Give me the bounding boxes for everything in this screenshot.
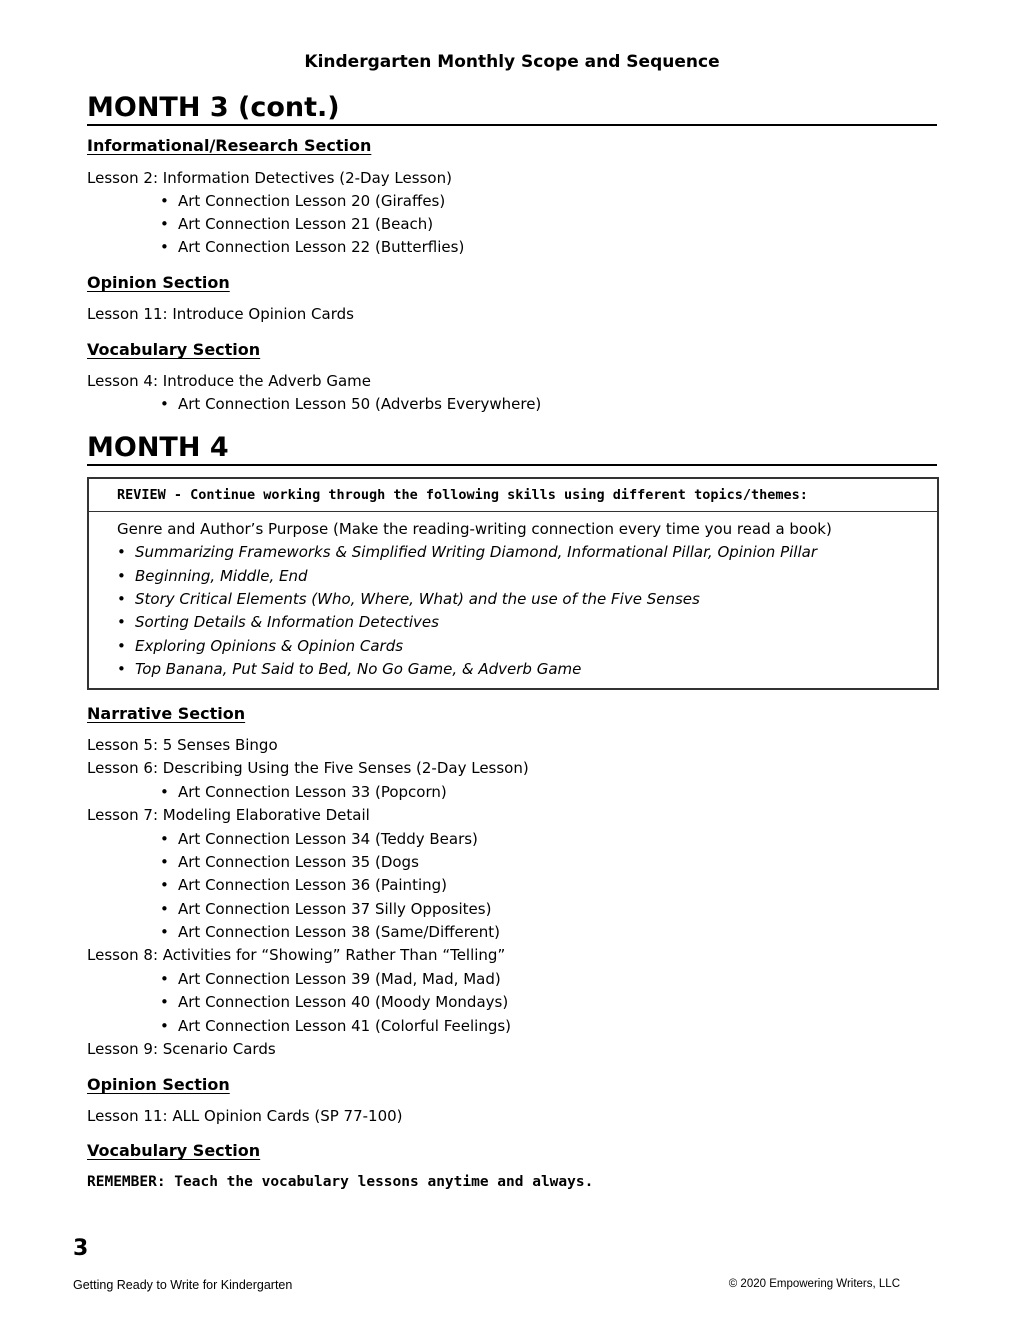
lesson-line: Lesson 8: Activities for “Showing” Rather Than “Telling” xyxy=(87,946,506,964)
lesson-line: Lesson 9: Scenario Cards xyxy=(87,1040,276,1058)
bullet-icon: • xyxy=(117,543,126,561)
review-item: • Story Critical Elements (Who, Where, What) and the use of the Five Senses xyxy=(117,590,700,608)
list-item: • Art Connection Lesson 22 (Butterflies) xyxy=(160,238,465,256)
vocabulary-section-heading: Vocabulary Section xyxy=(87,340,261,359)
list-item: • Art Connection Lesson 34 (Teddy Bears) xyxy=(160,830,478,848)
vocabulary-section-heading: Vocabulary Section xyxy=(87,1141,261,1160)
document-title: Kindergarten Monthly Scope and Sequence xyxy=(304,52,720,72)
review-item: • Beginning, Middle, End xyxy=(117,567,308,585)
bullet-icon: • xyxy=(160,830,169,848)
lesson-line: Lesson 2: Information Detectives (2-Day Lesson) xyxy=(87,169,452,187)
bullet-icon: • xyxy=(160,238,169,256)
bullet-icon: • xyxy=(160,192,169,210)
bullet-icon: • xyxy=(117,637,126,655)
bullet-icon: • xyxy=(160,395,169,413)
lesson-line: Lesson 6: Describing Using the Five Senses (2-Day Lesson) xyxy=(87,759,529,777)
lesson-line: Lesson 11: Introduce Opinion Cards xyxy=(87,305,354,323)
list-item: • Art Connection Lesson 35 (Dogs xyxy=(160,853,419,871)
bullet-icon: • xyxy=(160,970,169,988)
opinion-section-heading: Opinion Section xyxy=(87,1075,230,1094)
opinion-section-heading: Opinion Section xyxy=(87,273,230,292)
bullet-icon: • xyxy=(160,215,169,233)
lesson-line: Lesson 4: Introduce the Adverb Game xyxy=(87,372,371,390)
review-item: • Exploring Opinions & Opinion Cards xyxy=(117,637,404,655)
bullet-icon: • xyxy=(160,993,169,1011)
list-item: • Art Connection Lesson 20 (Giraffes) xyxy=(160,192,446,210)
bullet-icon: • xyxy=(117,613,126,631)
month-4-heading: MONTH 4 xyxy=(87,432,937,466)
list-item: • Art Connection Lesson 50 (Adverbs Everywhere) xyxy=(160,395,542,413)
review-item: • Summarizing Frameworks & Simplified Writing Diamond, Informational Pillar, Opinion Pillar xyxy=(117,543,817,561)
remember-note: REMEMBER: Teach the vocabulary lessons anytime and always. xyxy=(87,1174,594,1190)
list-item: • Art Connection Lesson 21 (Beach) xyxy=(160,215,434,233)
review-item: • Top Banana, Put Said to Bed, No Go Game, & Adverb Game xyxy=(117,660,582,678)
informational-section-heading: Informational/Research Section xyxy=(87,136,372,155)
bullet-icon: • xyxy=(160,923,169,941)
review-intro: Genre and Author’s Purpose (Make the reading-writing connection every time you read a book) xyxy=(117,520,832,538)
bullet-icon: • xyxy=(160,1017,169,1035)
footer-copyright: © 2020 Empowering Writers, LLC xyxy=(728,1278,900,1290)
review-header xyxy=(89,479,937,512)
list-item: • Art Connection Lesson 38 (Same/Different) xyxy=(160,923,501,941)
lesson-line: Lesson 7: Modeling Elaborative Detail xyxy=(87,806,370,824)
review-box xyxy=(87,477,939,690)
lesson-line: Lesson 11: ALL Opinion Cards (SP 77-100) xyxy=(87,1107,403,1125)
bullet-icon: • xyxy=(117,567,126,585)
footer-book-title: Getting Ready to Write for Kindergarten xyxy=(73,1278,293,1292)
bullet-icon: • xyxy=(160,876,169,894)
bullet-icon: • xyxy=(160,900,169,918)
bullet-icon: • xyxy=(117,590,126,608)
review-item: • Sorting Details & Information Detectives xyxy=(117,613,439,631)
narrative-section-heading: Narrative Section xyxy=(87,704,246,723)
lesson-line: Lesson 5: 5 Senses Bingo xyxy=(87,736,278,754)
list-item: • Art Connection Lesson 37 Silly Opposites) xyxy=(160,900,492,918)
bullet-icon: • xyxy=(117,660,126,678)
page-number: 3 xyxy=(73,1236,89,1261)
list-item: • Art Connection Lesson 39 (Mad, Mad, Mad) xyxy=(160,970,501,988)
month-3-heading: MONTH 3 (cont.) xyxy=(87,92,937,126)
list-item: • Art Connection Lesson 33 (Popcorn) xyxy=(160,783,447,801)
list-item: • Art Connection Lesson 41 (Colorful Feelings) xyxy=(160,1017,512,1035)
bullet-icon: • xyxy=(160,783,169,801)
list-item: • Art Connection Lesson 40 (Moody Mondays) xyxy=(160,993,509,1011)
review-heading: REVIEW - Continue working through the following skills using different topics/themes: xyxy=(117,487,808,503)
bullet-icon: • xyxy=(160,853,169,871)
list-item: • Art Connection Lesson 36 (Painting) xyxy=(160,876,447,894)
